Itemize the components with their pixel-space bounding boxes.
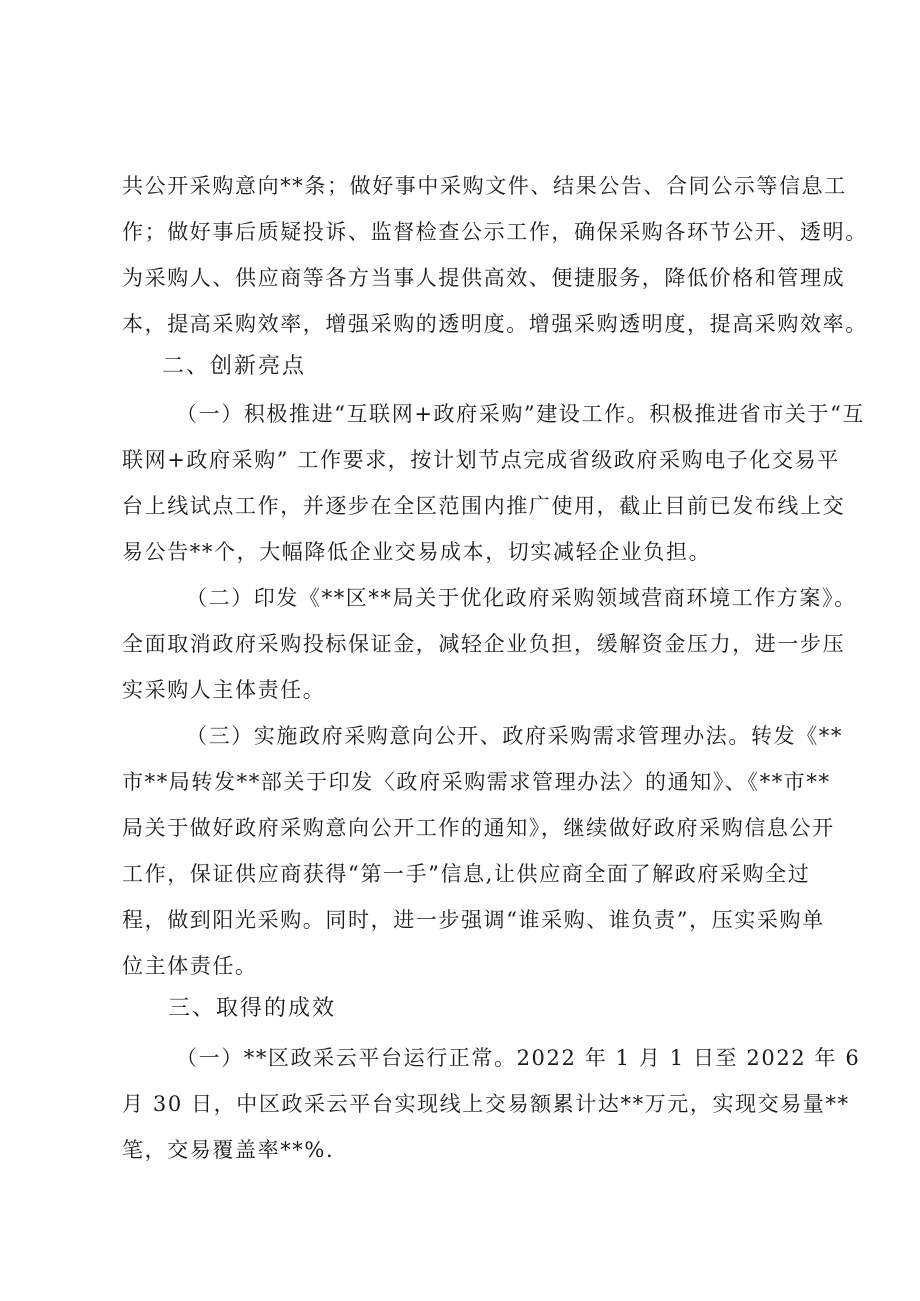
paragraph-line: 市**局转发**部关于印发〈政府采购需求管理办法〉的通知》、《**市** (122, 770, 831, 794)
paragraph-line: 易公告**个，大幅降低企业交易成本，切实减轻企业负担。 (122, 540, 712, 564)
paragraph-line: 本，提高采购效率，增强采购的透明度。增强采购透明度，提高采购效率。 (122, 312, 868, 336)
paragraph-line: 共公开采购意向**条；做好事中采购文件、结果公告、合同公示等信息工 (122, 174, 847, 198)
paragraph-line: 全面取消政府采购投标保证金，减轻企业负担，缓解资金压力，进一步压 (122, 632, 846, 656)
paragraph-line: 作；做好事后质疑投诉、监督检查公示工作，确保采购各环节公开、透明。 (122, 220, 868, 244)
section-heading-results: 三、取得的成效 (168, 996, 337, 1021)
paragraph-line: 程，做到阳光采购。同时，进一步强调“谁采购、谁负责”，压实采购单 (122, 908, 825, 932)
paragraph-line: （一）积极推进“互联网+政府采购”建设工作。积极推进省市关于“互 (176, 402, 866, 426)
paragraph-line: （一）**区政采云平台运行正常。2022 年 1 月 1 日至 2022 年 6 (176, 1046, 861, 1070)
paragraph-line: 联网+政府采购” 工作要求，按计划节点完成省级政府采购电子化交易平 (122, 448, 840, 472)
paragraph-line: 台上线试点工作，并逐步在全区范围内推广使用，截止目前已发布线上交 (122, 494, 846, 518)
section-heading-innovation: 二、创新亮点 (162, 354, 307, 379)
paragraph-line: （二）印发《**区**局关于优化政府采购领域营商环境工作方案》。 (186, 586, 857, 610)
paragraph-line: 工作，保证供应商获得“第一手”信息,让供应商全面了解政府采购全过 (122, 862, 811, 886)
paragraph-line: 局关于做好政府采购意向公开工作的通知》，继续做好政府采购信息公开 (122, 816, 835, 840)
paragraph-line: 位主体责任。 (122, 954, 258, 978)
paragraph-line: 为采购人、供应商等各方当事人提供高效、便捷服务，降低价格和管理成 (122, 266, 846, 290)
paragraph-line: （三）实施政府采购意向公开、政府采购需求管理办法。转发《** (186, 724, 843, 748)
paragraph-line: 月 30 日，中区政采云平台实现线上交易额累计达**万元，实现交易量** (122, 1092, 850, 1116)
paragraph-line: 笔，交易覆盖率**%. (122, 1138, 335, 1162)
paragraph-line: 实采购人主体责任。 (122, 678, 326, 702)
